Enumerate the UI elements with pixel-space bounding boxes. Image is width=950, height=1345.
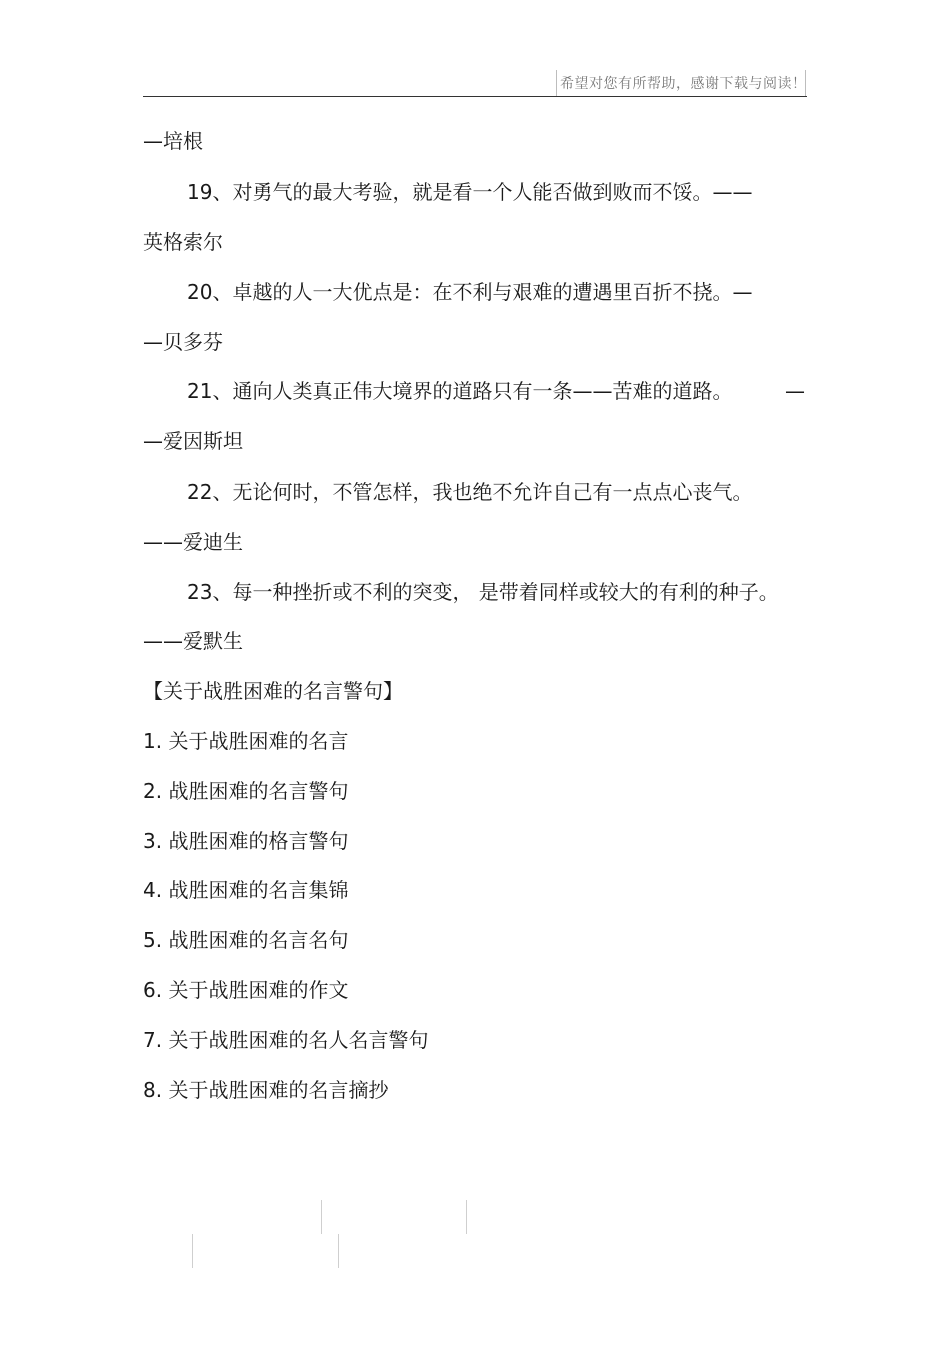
quote-23: 23、每一种挫折或不利的突变， 是带着同样或较大的有利的种子。 — [187, 580, 779, 604]
quote-19: 19、对勇气的最大考验，就是看一个人能否做到败而不馁。—— — [187, 180, 753, 204]
list-item: 6. 关于战胜困难的作文 — [143, 978, 349, 1002]
decorative-divider — [466, 1200, 467, 1234]
quote-attribution-edison: ——爱迪生 — [143, 530, 243, 554]
header-rule — [143, 96, 807, 97]
list-item: 8. 关于战胜困难的名言摘抄 — [143, 1078, 389, 1102]
quote-attribution-bacon: —培根 — [143, 129, 203, 153]
quote-attribution-beethoven: —贝多芬 — [143, 330, 223, 354]
list-item: 2. 战胜困难的名言警句 — [143, 779, 349, 803]
decorative-divider — [338, 1234, 339, 1268]
header-text: 希望对您有所帮助，感谢下载与阅读！ — [560, 76, 807, 92]
decorative-divider — [192, 1234, 193, 1268]
quote-attribution-emerson: ——爱默生 — [143, 629, 243, 653]
list-item: 5. 战胜困难的名言名句 — [143, 928, 349, 952]
list-item: 3. 战胜困难的格言警句 — [143, 829, 349, 853]
quote-22: 22、无论何时，不管怎样，我也绝不允许自己有一点点心丧气。 — [187, 480, 753, 504]
list-item: 7. 关于战胜困难的名人名言警句 — [143, 1028, 429, 1052]
section-heading: 【关于战胜困难的名言警句】 — [143, 679, 403, 703]
quote-21-trailing-dash: — — [785, 379, 805, 403]
quote-attribution-einstein: —爱因斯坦 — [143, 429, 243, 453]
list-item: 4. 战胜困难的名言集锦 — [143, 878, 349, 902]
decorative-divider — [321, 1200, 322, 1234]
quote-attribution-ingersoll: 英格索尔 — [143, 230, 223, 254]
quote-21: 21、通向人类真正伟大境界的道路只有一条——苦难的道路。 — [187, 379, 733, 403]
quote-20: 20、卓越的人一大优点是：在不利与艰难的遭遇里百折不挠。— — [187, 280, 753, 304]
list-item: 1. 关于战胜困难的名言 — [143, 729, 349, 753]
